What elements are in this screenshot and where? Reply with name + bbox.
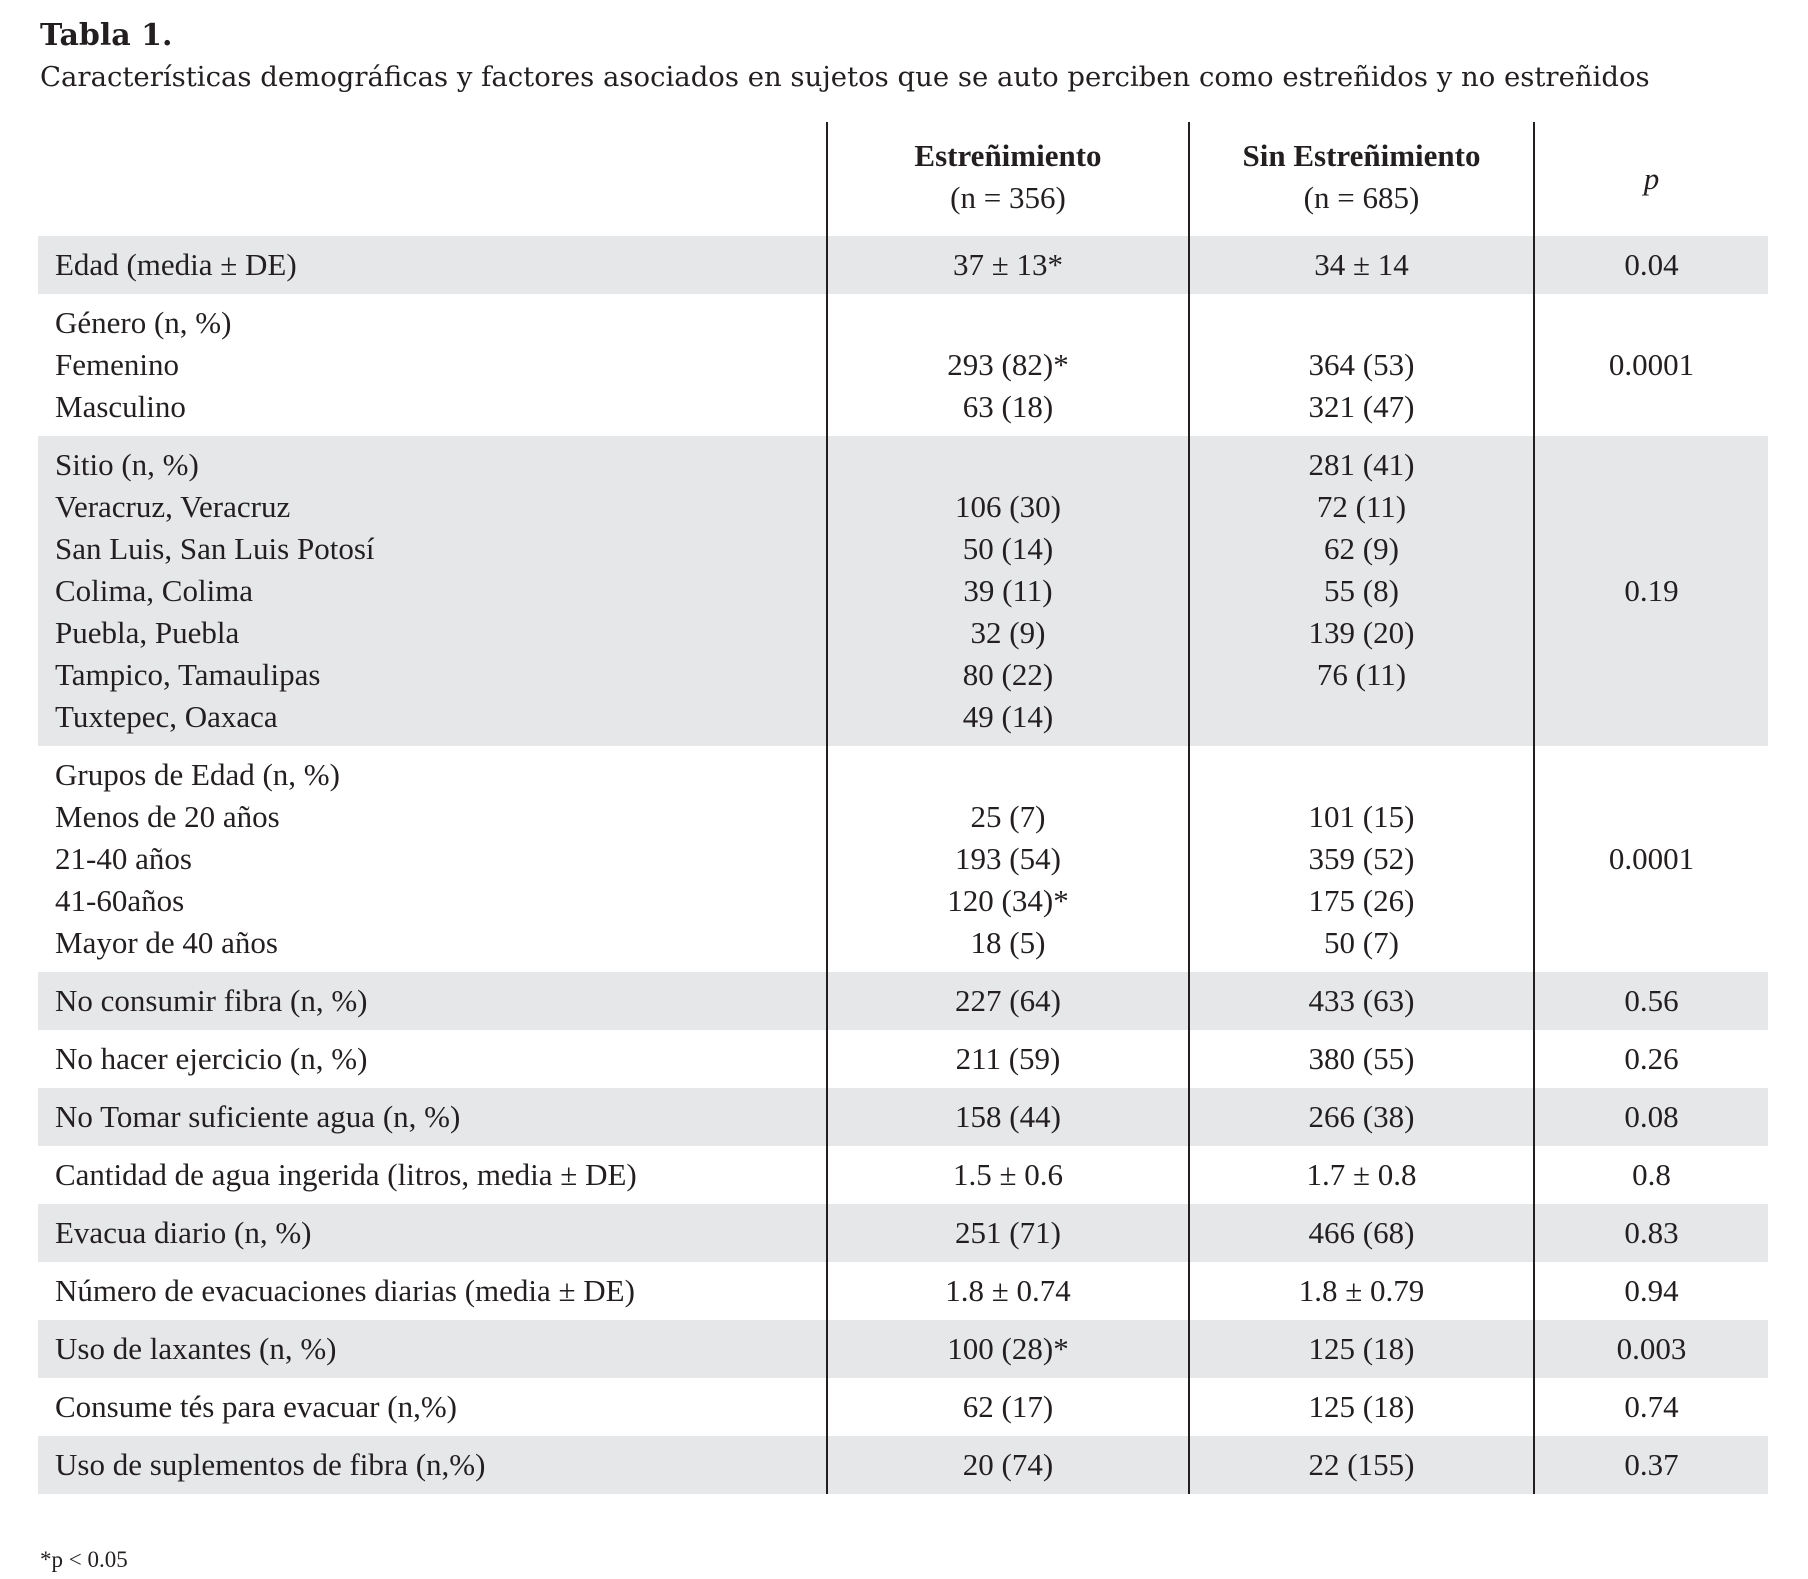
cell-value: 49 (14): [962, 699, 1054, 734]
p-value: 0.19: [1624, 573, 1679, 608]
cell-value: 433 (63): [1308, 983, 1415, 1018]
p-value: 0.0001: [1608, 347, 1695, 382]
row-label: Grupos de Edad (n, %): [55, 757, 340, 792]
cell-value: 25 (7): [970, 799, 1046, 834]
cell-value: 251 (71): [955, 1215, 1061, 1250]
cell-value: 1.8 ± 0.74: [945, 1273, 1071, 1308]
cell-value: 211 (59): [955, 1041, 1061, 1076]
cell-value: 281 (41): [1308, 447, 1415, 482]
constipation-value-cell: [827, 1378, 1189, 1436]
row-label-cell: [38, 1146, 827, 1204]
table-row: [38, 1262, 1768, 1320]
table-row: [38, 1320, 1768, 1378]
no-constipation-value-cell: [1189, 294, 1534, 436]
cell-value: 50 (14): [962, 531, 1054, 566]
cell-value: 37 ± 13*: [952, 247, 1063, 282]
row-label-cell: [38, 1204, 827, 1262]
cell-value: 62 (9): [1324, 531, 1399, 566]
constipation-value-cell: [827, 1436, 1189, 1494]
cell-value: 100 (28)*: [947, 1331, 1069, 1366]
p-value: 0.94: [1624, 1273, 1679, 1308]
constipation-value-cell: [827, 1262, 1189, 1320]
table-row: [38, 1204, 1768, 1262]
p-value-cell: [1534, 1204, 1768, 1262]
cell-value: 158 (44): [955, 1099, 1061, 1134]
no-constipation-value-cell: [1189, 436, 1534, 746]
constipation-value-cell: [827, 236, 1189, 294]
row-label-cell: [38, 236, 827, 294]
constipation-value-cell: [827, 1088, 1189, 1146]
p-value-cell: [1534, 436, 1768, 746]
row-sublabel: 41-60años: [55, 883, 185, 918]
cell-value: 32 (9): [970, 615, 1046, 650]
p-value: 0.8: [1632, 1157, 1671, 1192]
p-value-cell: [1534, 1088, 1768, 1146]
row-label: Número de evacuaciones diarias (media ± DE): [55, 1273, 635, 1308]
no-constipation-value-cell: [1189, 1378, 1534, 1436]
cell-value: 72 (11): [1316, 489, 1407, 524]
p-value-cell: [1534, 1320, 1768, 1378]
cell-value: 266 (38): [1308, 1099, 1415, 1134]
row-label: Consume tés para evacuar (n,%): [55, 1389, 457, 1424]
cell-value: 39 (11): [963, 573, 1053, 608]
cell-value: 380 (55): [1308, 1041, 1415, 1076]
p-value: 0.26: [1624, 1041, 1679, 1076]
header-constipation-label: Estreñimiento: [914, 138, 1102, 173]
p-value-cell: [1534, 236, 1768, 294]
constipation-value-cell: [827, 1204, 1189, 1262]
p-value: 0.37: [1624, 1447, 1679, 1482]
cell-value: 175 (26): [1308, 883, 1415, 918]
row-label: No consumir fibra (n, %): [55, 983, 368, 1018]
row-sublabel: Mayor de 40 años: [55, 925, 278, 960]
row-label-cell: [38, 1030, 827, 1088]
row-sublabel: Femenino: [55, 347, 179, 382]
no-constipation-value-cell: [1189, 972, 1534, 1030]
row-label: Uso de suplementos de fibra (n,%): [55, 1447, 486, 1482]
header-blank: [38, 122, 827, 236]
table-row: [38, 1088, 1768, 1146]
row-label-cell: [38, 1262, 827, 1320]
cell-value: 120 (34)*: [947, 883, 1069, 918]
cell-value: 293 (82)*: [947, 347, 1069, 382]
row-label-cell: [38, 972, 827, 1030]
table-row: [38, 1146, 1768, 1204]
row-label-cell: [38, 1378, 827, 1436]
constipation-value-cell: [827, 1030, 1189, 1088]
no-constipation-value-cell: [1189, 1088, 1534, 1146]
p-value: 0.04: [1624, 247, 1679, 282]
constipation-value-cell: [827, 746, 1189, 972]
cell-value: 1.7 ± 0.8: [1306, 1157, 1417, 1192]
cell-value: 55 (8): [1324, 573, 1399, 608]
cell-value: 50 (7): [1324, 925, 1399, 960]
table-caption: Características demográficas y factores asociados en sujetos que se auto perciben como estreñidos y no estreñidos: [40, 61, 1650, 93]
table-row: [38, 1378, 1768, 1436]
no-constipation-value-cell: [1189, 236, 1534, 294]
row-label: Género (n, %): [55, 305, 232, 340]
constipation-value-cell: [827, 294, 1189, 436]
p-value-cell: [1534, 1030, 1768, 1088]
header-no-constipation-n: (n = 685): [1303, 180, 1420, 215]
footnote: [40, 1547, 128, 1573]
cell-value: 34 ± 14: [1314, 247, 1409, 282]
row-sublabel: 21-40 años: [55, 841, 192, 876]
cell-value: 80 (22): [962, 657, 1054, 692]
row-label-cell: [38, 1436, 827, 1494]
p-value: 0.003: [1616, 1331, 1687, 1366]
row-sublabel: Tampico, Tamaulipas: [55, 657, 321, 692]
cell-value: 106 (30): [955, 489, 1061, 524]
table-row: [38, 436, 1768, 746]
constipation-value-cell: [827, 1146, 1189, 1204]
p-value-cell: [1534, 746, 1768, 972]
row-sublabel: Colima, Colima: [55, 573, 254, 608]
cell-value: 62 (17): [962, 1389, 1054, 1424]
no-constipation-value-cell: [1189, 746, 1534, 972]
data-table: [38, 122, 1768, 1494]
table-row: [38, 746, 1768, 972]
cell-value: 125 (18): [1308, 1331, 1415, 1366]
row-label: Uso de laxantes (n, %): [55, 1331, 337, 1366]
table-title: Tabla 1.: [40, 18, 173, 53]
cell-value: 193 (54): [955, 841, 1061, 876]
row-sublabel: Veracruz, Veracruz: [55, 489, 291, 524]
row-label: Evacua diario (n, %): [55, 1215, 312, 1250]
table-row: [38, 236, 1768, 294]
cell-value: 76 (11): [1316, 657, 1407, 692]
cell-value: 1.5 ± 0.6: [952, 1157, 1063, 1192]
p-value-cell: [1534, 1262, 1768, 1320]
cell-value: 227 (64): [955, 983, 1061, 1018]
row-label: No Tomar suficiente agua (n, %): [55, 1099, 461, 1134]
p-value-cell: [1534, 1436, 1768, 1494]
header-constipation-n: (n = 356): [950, 180, 1066, 215]
no-constipation-value-cell: [1189, 1320, 1534, 1378]
no-constipation-value-cell: [1189, 1146, 1534, 1204]
cell-value: 101 (15): [1308, 799, 1415, 834]
row-label: No hacer ejercicio (n, %): [55, 1041, 368, 1076]
constipation-value-cell: [827, 1320, 1189, 1378]
cell-value: 466 (68): [1308, 1215, 1415, 1250]
cell-value: 63 (18): [962, 389, 1054, 424]
p-value: 0.08: [1624, 1099, 1679, 1134]
table-row: [38, 972, 1768, 1030]
row-label-cell: [38, 746, 827, 972]
row-label: Cantidad de agua ingerida (litros, media ± DE): [55, 1157, 637, 1192]
p-value-cell: [1534, 294, 1768, 436]
table-row: [38, 1436, 1768, 1494]
cell-value: 18 (5): [970, 925, 1046, 960]
cell-value: 1.8 ± 0.79: [1298, 1273, 1425, 1308]
p-value: 0.74: [1624, 1389, 1679, 1424]
cell-value: 321 (47): [1308, 389, 1415, 424]
table-row: [38, 294, 1768, 436]
header-no-constipation: [1189, 122, 1534, 236]
cell-value: 139 (20): [1308, 615, 1415, 650]
p-value-cell: [1534, 1146, 1768, 1204]
table-body: [38, 236, 1768, 1494]
p-value: 0.0001: [1608, 841, 1695, 876]
cell-value: 125 (18): [1308, 1389, 1415, 1424]
p-value-cell: [1534, 1378, 1768, 1436]
row-sublabel: Tuxtepec, Oaxaca: [55, 699, 278, 734]
cell-value: 364 (53): [1308, 347, 1415, 382]
row-sublabel: Menos de 20 años: [55, 799, 280, 834]
no-constipation-value-cell: [1189, 1436, 1534, 1494]
no-constipation-value-cell: [1189, 1262, 1534, 1320]
header-constipation: [827, 122, 1189, 236]
table-row: [38, 1030, 1768, 1088]
row-sublabel: San Luis, San Luis Potosí: [55, 531, 375, 566]
footnote-text: *p < 0.05: [40, 1547, 128, 1572]
header-no-constipation-label: Sin Estreñimiento: [1242, 138, 1481, 173]
constipation-value-cell: [827, 436, 1189, 746]
row-label-cell: [38, 1088, 827, 1146]
cell-value: 20 (74): [962, 1447, 1054, 1482]
cell-value: 22 (155): [1308, 1447, 1415, 1482]
row-sublabel: Puebla, Puebla: [55, 615, 240, 650]
header-p-value: p: [1534, 122, 1768, 236]
row-label-cell: [38, 1320, 827, 1378]
row-label-cell: [38, 294, 827, 436]
row-sublabel: Masculino: [55, 389, 186, 424]
row-label: Edad (media ± DE): [55, 247, 297, 282]
table-header: [38, 122, 1768, 236]
p-value-cell: [1534, 972, 1768, 1030]
row-label: Sitio (n, %): [55, 447, 199, 482]
no-constipation-value-cell: [1189, 1204, 1534, 1262]
no-constipation-value-cell: [1189, 1030, 1534, 1088]
row-label-cell: [38, 436, 827, 746]
cell-value: 359 (52): [1308, 841, 1415, 876]
p-value: 0.83: [1624, 1215, 1679, 1250]
constipation-value-cell: [827, 972, 1189, 1030]
p-value: 0.56: [1624, 983, 1679, 1018]
